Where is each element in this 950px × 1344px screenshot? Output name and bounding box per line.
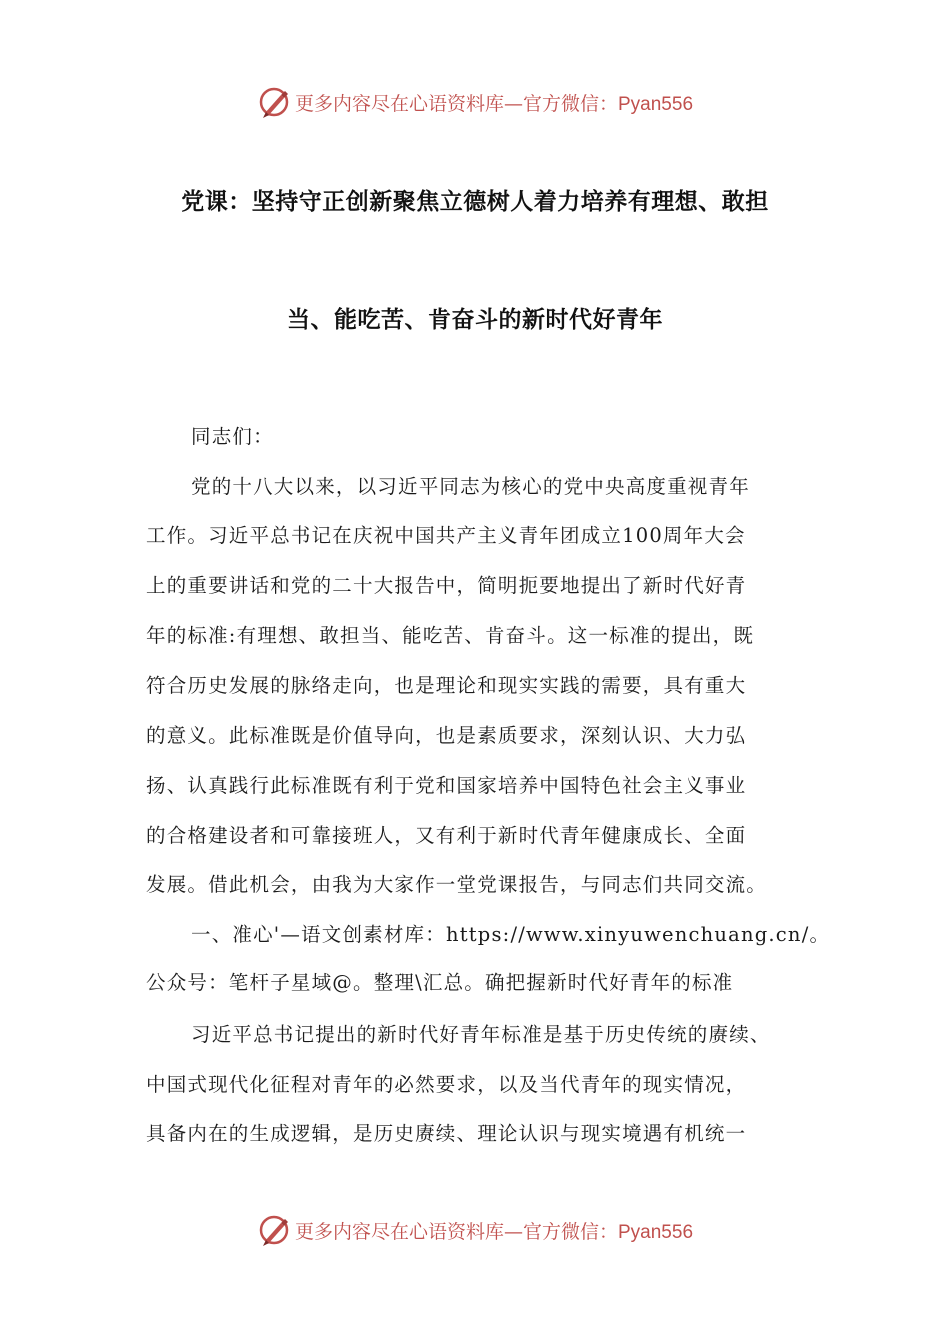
footer-banner — [0, 1210, 950, 1250]
body-line: 工作。习近平总书记在庆祝中国共产主义青年团成立100周年大会 — [146, 524, 746, 547]
body-line: 党的十八大以来，以习近平同志为核心的党中央高度重视青年 — [191, 475, 750, 498]
body-line: 具备内在的生成逻辑，是历史赓续、理论认识与现实境遇有机统一 — [146, 1122, 747, 1145]
banner-separator: — — [503, 1220, 523, 1243]
section-heading-line: 公众号：笔杆子星域@。整理\汇总。确把握新时代好青年的标准 — [146, 971, 734, 994]
banner-text — [295, 1217, 693, 1244]
section-heading-line: 一、准心'—语文创素材库：https://www.xinyuwenchuang.cn/。 — [191, 923, 831, 946]
body-line: 发展。借此机会，由我为大家作一堂党课报告，与同志们共同交流。 — [146, 873, 768, 896]
body-line: 上的重要讲话和党的二十大报告中，简明扼要地提出了新时代好青 — [146, 574, 747, 597]
body-line: 年的标准:有理想、敢担当、能吃苦、肯奋斗。这一标准的提出，既 — [146, 624, 755, 647]
banner-wechat-label: 官方微信： — [522, 92, 618, 115]
banner-text — [295, 89, 693, 116]
body-line: 中国式现代化征程对青年的必然要求，以及当代青年的现实情况， — [146, 1073, 747, 1096]
pen-logo-icon — [257, 85, 291, 119]
body-line: 习近平总书记提出的新时代好青年标准是基于历史传统的赓续、 — [191, 1023, 771, 1046]
banner-wechat-id: Pyan556 — [618, 1221, 694, 1243]
body-line: 扬、认真践行此标准既有利于党和国家培养中国特色社会主义事业 — [146, 774, 747, 797]
pen-logo-icon — [257, 1213, 291, 1247]
document-title-line-2: 当、能吃苦、肯奋斗的新时代好青年 — [287, 307, 663, 333]
header-banner — [0, 82, 950, 122]
body-line: 符合历史发展的脉络走向，也是理论和现实实践的需要，具有重大 — [146, 674, 747, 697]
salutation: 同志们： — [191, 425, 274, 448]
banner-wechat-label: 官方微信： — [522, 1220, 618, 1243]
body-line: 的合格建设者和可靠接班人，又有利于新时代青年健康成长、全面 — [146, 824, 747, 847]
banner-title: 更多内容尽在心语资料库 — [294, 1220, 504, 1243]
banner-separator: — — [503, 92, 523, 115]
banner-title: 更多内容尽在心语资料库 — [294, 92, 504, 115]
banner-wechat-id: Pyan556 — [618, 93, 694, 115]
document-title-line-1: 党课：坚持守正创新聚焦立德树人着力培养有理想、敢担 — [181, 189, 769, 215]
body-line: 的意义。此标准既是价值导向，也是素质要求，深刻认识、大力弘 — [146, 724, 747, 747]
